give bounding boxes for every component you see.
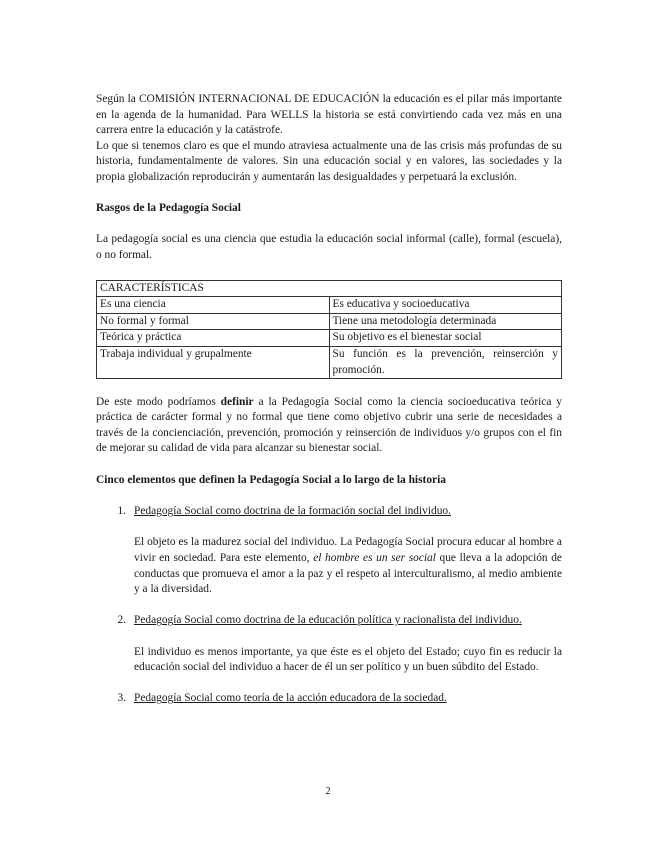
- body-text: que lleva a la adopción de conductas que promueva el amor a la paz y el respeto al interculturalismo, al medio ambiente y a la diversidad.: [134, 552, 562, 596]
- table-row: [97, 330, 562, 347]
- definition-text-before: De este modo podríamos: [96, 395, 221, 408]
- document-page: [96, 92, 562, 707]
- list-item: [96, 691, 562, 707]
- section-heading-rasgos: Rasgos de la Pedagogía Social: [96, 202, 241, 215]
- list-item-number: 1.: [117, 505, 126, 518]
- table-cell: Es una ciencia: [97, 297, 330, 314]
- list-item-body: El individuo es menos importante, ya que éste es el objeto del Estado; cuyo fin es reducir la educación social del individuo a hacer de él un ser político y un buen súbdito del Estado.: [134, 645, 562, 674]
- rasgos-paragraph: La pedagogía social es una ciencia que estudia la educación social informal (calle), formal (escuela), o no formal.: [96, 233, 562, 261]
- list-item-title: Pedagogía Social como teoría de la acción educadora de la sociedad.: [134, 692, 447, 705]
- list-item-title: Pedagogía Social como doctrina de la formación social del individuo.: [134, 505, 451, 518]
- table-cell: Tiene una metodología determinada: [329, 313, 562, 330]
- table-row: [97, 346, 562, 378]
- list-item: [96, 613, 562, 629]
- table-cell: Su función es la prevención, reinserción y promoción.: [329, 346, 562, 378]
- elements-list: [96, 504, 562, 707]
- table-cell: Trabaja individual y grupalmente: [97, 346, 330, 378]
- table-row: [97, 313, 562, 330]
- list-item-body: [134, 535, 562, 597]
- table-cell: No formal y formal: [97, 313, 330, 330]
- section-heading-elementos: Cinco elementos que definen la Pedagogía Social a lo largo de la historia: [96, 473, 446, 486]
- intro-paragraph-1: Según la COMISIÓN INTERNACIONAL DE EDUCACIÓN la educación es el pilar más importante en la agenda de la humanidad. Para WELLS la historia se está convirtiendo cada vez más en una carrera entre la educación y la catástrofe.: [96, 93, 562, 137]
- definition-text-after: a la Pedagogía Social como la ciencia socioeducativa teórica y práctica de carácter formal y no formal que tiene como objetivo cubrir una serie de necesidades a través de la concienciación, prevención, promoción y reinserción de individuos y/o grupos con el fin de mejorar su calidad de vida para alcanzar su bienestar social.: [96, 395, 563, 455]
- list-item-title: Pedagogía Social como doctrina de la educación política y racionalista del individuo.: [134, 614, 522, 627]
- definition-bold-word: definir: [220, 395, 254, 408]
- list-item: [96, 504, 562, 520]
- body-text: El objeto es la madurez social del individuo. La Pedagogía Social procura educar al hombre a vivir en sociedad. Para este elemento,: [134, 536, 562, 565]
- characteristics-table: [96, 280, 562, 380]
- table-cell: Es educativa y socioeducativa: [329, 297, 562, 314]
- table-row: [97, 297, 562, 314]
- table-cell: Su objetivo es el bienestar social: [329, 330, 562, 347]
- definition-paragraph: [96, 395, 562, 457]
- table-header-row: [97, 280, 562, 297]
- table-cell: Teórica y práctica: [97, 330, 330, 347]
- body-emphasis: el hombre es un ser social: [313, 552, 436, 565]
- list-item-number: 2.: [117, 614, 126, 627]
- list-item-number: 3.: [117, 692, 126, 705]
- intro-paragraph-2: Lo que si tenemos claro es que el mundo atraviesa actualmente una de las crisis más profundas de su historia, fundamentalmente de valores. Sin una educación social y en valores, las sociedades y la propia globalización reproducirán y aumentarán las desigualdades y perpetuará la exclusión.: [96, 139, 562, 183]
- page-number: 2: [325, 786, 331, 797]
- table-header: CARACTERÍSTICAS: [97, 280, 562, 297]
